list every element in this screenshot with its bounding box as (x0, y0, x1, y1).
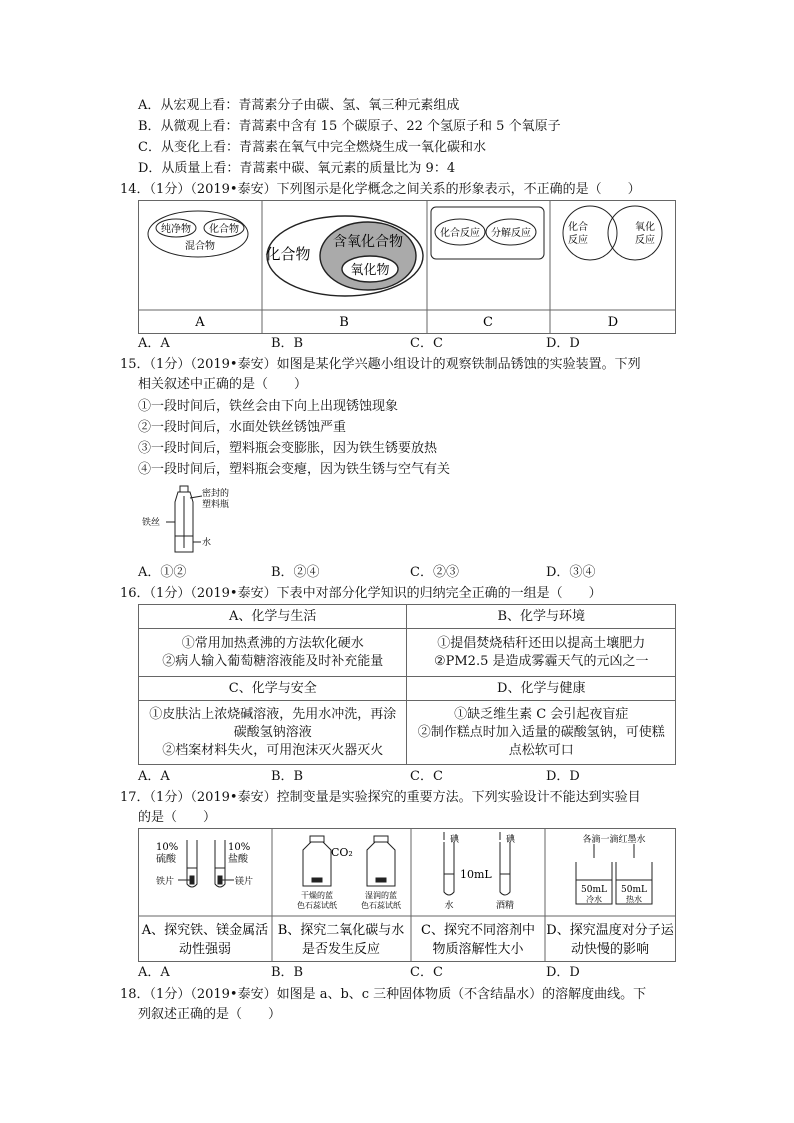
q17-c-water: 水 (444, 901, 454, 911)
q14-col-a: A (195, 315, 205, 330)
q14-a-pure-label: 纯净物 (161, 224, 191, 235)
q14-option-b[interactable]: B．B (271, 336, 304, 351)
q17-b-dry-2: 色石蕊试纸 (297, 901, 337, 910)
q17-caption-d-2: 动快慢的影响 (570, 942, 650, 957)
q15-stem-1: 15．（1分）（2019•泰安）如图是某化学兴趣小组设计的观察铁制品锈蚀的实验装置。下列 (120, 357, 641, 372)
q15-bottle-label-2: 塑料瓶 (202, 500, 230, 510)
q17-d-drop-label: 各滴一滴红墨水 (582, 835, 646, 845)
q16-b-body (407, 629, 676, 677)
q17-d-hot-label: 热水 (626, 895, 642, 904)
q17-figure-table (138, 828, 676, 962)
q16-option-d[interactable]: D．D (546, 769, 580, 784)
q13-option-c: C．从变化上看：青蒿素在氧气中完全燃烧生成一氧化碳和水 (138, 140, 486, 155)
q14-option-c[interactable]: C．C (410, 336, 443, 351)
q16-a-item-1: ①常用加热煮沸的方法软化硬水 (181, 635, 364, 651)
q16-b-item-2: ②PM2.5 是造成雾霾天气的元凶之一 (433, 653, 649, 669)
q14-option-d[interactable]: D．D (546, 336, 580, 351)
q13-option-b: B．从微观上看：青蒿素中含有 15 个碳原子、22 个氢原子和 5 个氧原子 (138, 119, 561, 134)
q14-col-b: B (339, 315, 349, 330)
q17-figure-b (303, 836, 395, 886)
q17-caption-b-2: 是否发生反应 (301, 942, 381, 957)
q14-option-a[interactable]: A．A (138, 336, 170, 351)
q17-option-b[interactable]: B．B (271, 965, 304, 980)
q14-col-d: D (607, 315, 619, 330)
q17-caption-a-2: 动性强弱 (178, 942, 232, 957)
q15-wire-label: 铁丝 (142, 518, 161, 528)
q17-option-a[interactable]: A．A (138, 965, 170, 980)
q15-statement-1: ①一段时间后，铁丝会由下向上出现锈蚀现象 (138, 399, 399, 414)
q14-figure-table (138, 200, 676, 334)
q18-stem-2: 列叙述正确的是（ ） (138, 1007, 282, 1022)
q15-statement-2: ②一段时间后，水面处铁丝锈蚀严重 (138, 420, 347, 435)
q14-c-decomposition-label: 分解反应 (491, 228, 531, 239)
q16-stem: 16．（1分）（2019•泰安）下表中对部分化学知识的归纳完全正确的一组是（ ） (120, 586, 602, 601)
q15-bottle-label-1: 密封的 (202, 489, 230, 499)
q16-d-item-2a: ②制作糕点时加入适量的碳酸氢钠，可使糕 (417, 724, 665, 740)
q17-a-pct-2: 10% (228, 842, 251, 853)
q17-a-metal-1: 铁片 (156, 877, 175, 887)
q17-b-wet-2: 色石蕊试纸 (361, 901, 401, 910)
q17-caption-a-1: A、探究铁、镁金属活 (141, 923, 269, 938)
q17-c-iodine-1: 碘 (450, 835, 460, 845)
q17-b-dry-1: 干燥的蓝 (301, 891, 333, 900)
q17-b-co2-label: CO₂ (331, 846, 353, 859)
q17-c-alcohol: 酒精 (495, 901, 515, 911)
q14-b-oxy-label: 含氧化合物 (333, 234, 403, 250)
q16-a-item-2: ②病人输入葡萄糖溶液能及时补充能量 (162, 653, 384, 669)
q16-d-item-1: ①缺乏维生素 C 会引起夜盲症 (454, 706, 629, 722)
q17-options (138, 964, 698, 982)
q15-statement-3: ③一段时间后，塑料瓶会变膨胀，因为铁生锈要放热 (138, 441, 438, 456)
q14-c-combination-label: 化合反应 (440, 228, 480, 239)
q16-options (138, 768, 698, 786)
q14-a-mixture-label: 混合物 (185, 241, 215, 252)
q14-options (138, 335, 698, 353)
q17-a-acid-2: 盐酸 (228, 854, 248, 865)
q14-d-oxidation-2: 反应 (635, 235, 655, 246)
q14-d-combination-2: 反应 (568, 235, 588, 246)
q14-d-combination-1: 化合 (568, 222, 588, 233)
q15-bottle-figure (138, 484, 248, 558)
q17-a-pct-1: 10% (156, 842, 179, 853)
q16-option-c[interactable]: C．C (410, 769, 443, 784)
q16-c-body (139, 701, 407, 765)
q16-c-item-1a: ①皮肤沾上浓烧碱溶液，先用水冲洗，再涂 (149, 706, 397, 722)
q17-stem-1: 17．（1分）（2019•泰安）控制变量是实验探究的重要方法。下列实验设计不能达到实验目 (120, 790, 641, 805)
q16-d-body (407, 701, 676, 765)
q18-stem-1: 18．（1分）（2019•泰安）如图是 a、b、c 三种固体物质（不含结晶水）的溶解度曲线。下 (120, 987, 647, 1002)
q17-option-d[interactable]: D．D (546, 965, 580, 980)
q16-b-head: B、化学与环境 (407, 605, 676, 629)
q16-c-item-2: ②档案材料失火，可用泡沫灭火器灭火 (162, 742, 384, 758)
q17-caption-c-2: 物质溶解性大小 (432, 942, 524, 957)
q16-option-b[interactable]: B．B (271, 769, 304, 784)
q17-stem-2: 的是（ ） (138, 810, 217, 825)
q15-option-d[interactable]: D．③④ (546, 565, 596, 580)
q16-d-item-2b: 点松软可口 (508, 742, 574, 758)
q16-option-a[interactable]: A．A (138, 769, 170, 784)
q14-b-compound-label: 化合物 (265, 245, 311, 263)
q15-stem-2: 相关叙述中正确的是（ ） (138, 377, 308, 392)
q15-option-b[interactable]: B．②④ (271, 565, 320, 580)
q17-b-wet-1: 湿润的蓝 (365, 891, 397, 900)
q16-d-head: D、化学与健康 (407, 677, 676, 701)
q15-statement-4: ④一段时间后，塑料瓶会变瘪，因为铁生锈与空气有关 (138, 462, 451, 477)
q14-diagram-d (563, 206, 662, 260)
q17-a-metal-2: 镁片 (235, 877, 254, 887)
q15-options (138, 564, 698, 582)
q17-d-volume-2: 50mL (621, 885, 647, 895)
q15-option-c[interactable]: C．②③ (410, 565, 459, 580)
q15-water-label: 水 (202, 538, 212, 548)
q16-b-item-1: ①提倡焚烧秸秆还田以提高土壤肥力 (437, 635, 646, 651)
q14-d-oxidation-1: 氧化 (635, 222, 655, 233)
q17-caption-b-1: B、探究二氧化碳与水 (277, 923, 405, 938)
q14-col-c: C (483, 315, 493, 330)
q16-a-head: A、化学与生活 (139, 605, 407, 629)
q15-option-a[interactable]: A．①② (138, 565, 187, 580)
q13-option-a: A．从宏观上看：青蒿素分子由碳、氢、氧三种元素组成 (138, 98, 460, 113)
q17-caption-c-1: C、探究不同溶剂中 (421, 923, 535, 938)
q17-c-iodine-2: 碘 (506, 835, 516, 845)
q14-b-oxide-label: 氧化物 (350, 263, 390, 278)
q16-c-head: C、化学与安全 (139, 677, 407, 701)
q17-option-c[interactable]: C．C (410, 965, 443, 980)
q17-a-acid-1: 硫酸 (156, 854, 176, 865)
q16-a-body (139, 629, 407, 677)
q17-d-cold-label: 冷水 (586, 895, 602, 904)
q17-d-volume-1: 50mL (581, 885, 607, 895)
q14-stem: 14．（1分）（2019•泰安）下列图示是化学概念之间关系的形象表示，不正确的是（ ） (120, 182, 641, 197)
q17-figure-a (178, 840, 234, 887)
q17-c-volume: 10mL (460, 868, 492, 881)
q17-caption-d-1: D、探究温度对分子运 (546, 923, 674, 938)
q14-a-compound-label: 化合物 (209, 224, 239, 235)
q16-knowledge-table (138, 604, 676, 765)
q16-c-item-1b: 碳酸氢钠溶液 (233, 724, 312, 740)
q13-option-d: D．从质量上看：青蒿素中碳、氧元素的质量比为 9：4 (138, 161, 456, 176)
